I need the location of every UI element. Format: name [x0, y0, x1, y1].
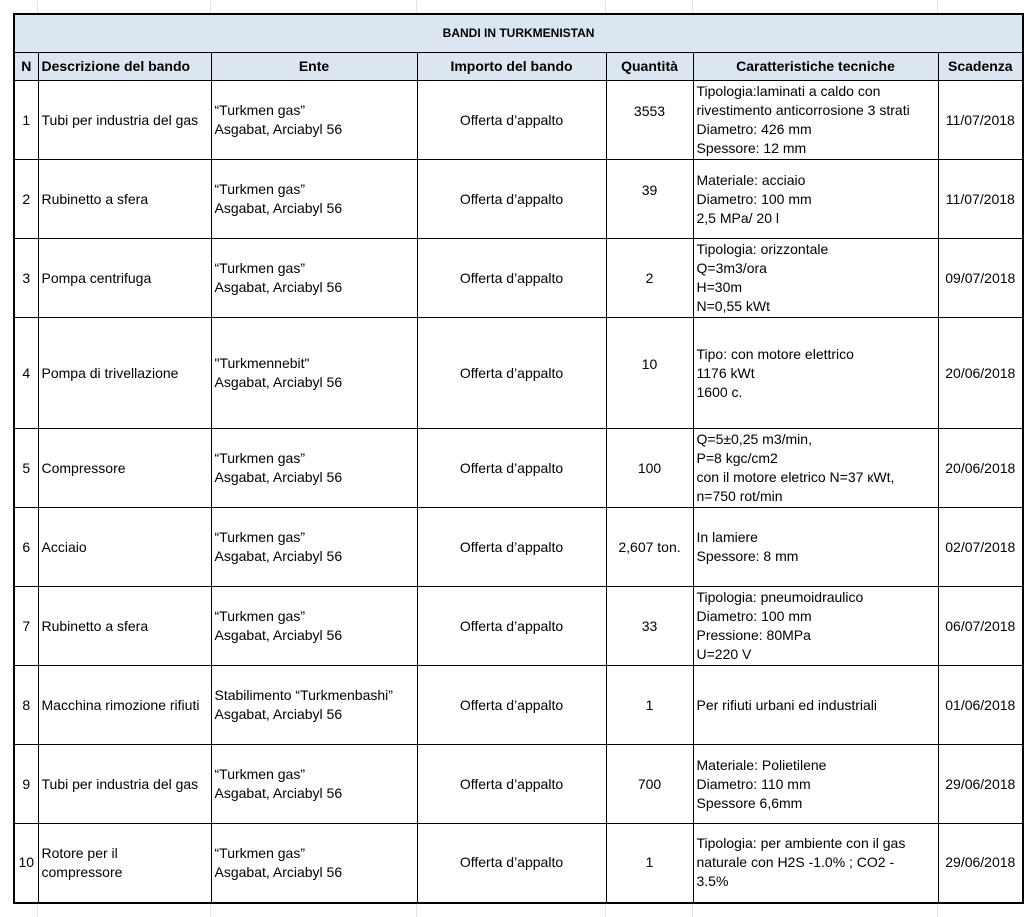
cell-quantita: 1	[606, 824, 693, 903]
cell-caratteristiche: Per rifiuti urbani ed industriali	[693, 666, 938, 745]
cell-scadenza: 09/07/2018	[938, 239, 1023, 318]
column-header-quantita: Quantità	[606, 53, 693, 81]
cell-ente: Stabilimento “Turkmenbashi” Asgabat, Arciabyl 56	[211, 666, 417, 745]
table-row	[14, 587, 1023, 666]
cell-caratteristiche: Tipologia: orizzontale Q=3m3/ora H=30m N=0,55 kWt	[693, 239, 938, 318]
cell-scadenza: 06/07/2018	[938, 587, 1023, 666]
table-row	[14, 318, 1023, 429]
cell-importo: Offerta d’appalto	[417, 160, 606, 239]
cell-scadenza: 11/07/2018	[938, 81, 1023, 160]
cell-ente: “Turkmen gas” Asgabat, Arciabyl 56	[211, 824, 417, 903]
bandi-table	[13, 13, 1024, 904]
cell-quantita: 2,607 ton.	[606, 508, 693, 587]
cell-descrizione: Acciaio	[38, 508, 211, 587]
cell-scadenza: 02/07/2018	[938, 508, 1023, 587]
cell-caratteristiche: Tipologia: pneumoidraulico Diametro: 100 mm Pressione: 80MPa U=220 V	[693, 587, 938, 666]
cell-ente: “Turkmen gas” Asgabat, Arciabyl 56	[211, 508, 417, 587]
column-header-scadenza: Scadenza	[938, 53, 1023, 81]
cell-importo: Offerta d’appalto	[417, 81, 606, 160]
table-row	[14, 508, 1023, 587]
cell-caratteristiche: Tipologia: per ambiente con il gas naturale con H2S -1.0% ; CO2 - 3.5%	[693, 824, 938, 903]
column-header-n: N	[14, 53, 38, 81]
cell-importo: Offerta d’appalto	[417, 824, 606, 903]
cell-descrizione: Rotore per il compressore	[38, 824, 211, 903]
cell-importo: Offerta d’appalto	[417, 318, 606, 429]
cell-descrizione: Pompa di trivellazione	[38, 318, 211, 429]
cell-quantita: 10	[606, 318, 693, 429]
cell-descrizione: Rubinetto a sfera	[38, 160, 211, 239]
cell-ente: “Turkmen gas” Asgabat, Arciabyl 56	[211, 239, 417, 318]
cell-scadenza: 01/06/2018	[938, 666, 1023, 745]
cell-n: 10	[14, 824, 38, 903]
cell-quantita: 3553	[606, 81, 693, 160]
cell-importo: Offerta d’appalto	[417, 666, 606, 745]
cell-descrizione: Tubi per industria del gas	[38, 745, 211, 824]
cell-importo: Offerta d’appalto	[417, 239, 606, 318]
table-row	[14, 81, 1023, 160]
cell-ente: “Turkmen gas” Asgabat, Arciabyl 56	[211, 81, 417, 160]
cell-n: 1	[14, 81, 38, 160]
cell-descrizione: Compressore	[38, 429, 211, 508]
cell-n: 9	[14, 745, 38, 824]
header-row	[14, 53, 1023, 81]
cell-importo: Offerta d’appalto	[417, 745, 606, 824]
cell-n: 4	[14, 318, 38, 429]
cell-quantita: 33	[606, 587, 693, 666]
cell-caratteristiche: Tipo: con motore elettrico 1176 kWt 1600 c.	[693, 318, 938, 429]
column-header-caratteristiche: Caratteristiche tecniche	[693, 53, 938, 81]
cell-scadenza: 29/06/2018	[938, 824, 1023, 903]
cell-n: 5	[14, 429, 38, 508]
column-header-ente: Ente	[211, 53, 417, 81]
table-row	[14, 745, 1023, 824]
table-row	[14, 239, 1023, 318]
cell-importo: Offerta d’appalto	[417, 429, 606, 508]
cell-scadenza: 29/06/2018	[938, 745, 1023, 824]
table-row	[14, 824, 1023, 903]
cell-ente: “Turkmen gas” Asgabat, Arciabyl 56	[211, 587, 417, 666]
cell-quantita: 100	[606, 429, 693, 508]
cell-descrizione: Tubi per industria del gas	[38, 81, 211, 160]
cell-n: 7	[14, 587, 38, 666]
cell-ente: “Turkmen gas” Asgabat, Arciabyl 56	[211, 429, 417, 508]
cell-caratteristiche: Tipologia:laminati a caldo con rivestimento anticorrosione 3 strati Diametro: 426 mm Spessore: 12 mm	[693, 81, 938, 160]
cell-descrizione: Pompa centrifuga	[38, 239, 211, 318]
column-header-descrizione: Descrizione del bando	[38, 53, 211, 81]
table-row	[14, 429, 1023, 508]
cell-ente: “Turkmen gas” Asgabat, Arciabyl 56	[211, 745, 417, 824]
cell-ente: "Turkmennebit" Asgabat, Arciabyl 56	[211, 318, 417, 429]
cell-quantita: 700	[606, 745, 693, 824]
cell-scadenza: 20/06/2018	[938, 429, 1023, 508]
cell-importo: Offerta d’appalto	[417, 587, 606, 666]
cell-caratteristiche: Materiale: acciaio Diametro: 100 mm 2,5 MPa/ 20 l	[693, 160, 938, 239]
table-row	[14, 160, 1023, 239]
cell-quantita: 1	[606, 666, 693, 745]
cell-scadenza: 20/06/2018	[938, 318, 1023, 429]
table-title: BANDI IN TURKMENISTAN	[14, 14, 1023, 53]
cell-n: 6	[14, 508, 38, 587]
cell-caratteristiche: In lamiere Spessore: 8 mm	[693, 508, 938, 587]
column-header-importo: Importo del bando	[417, 53, 606, 81]
cell-quantita: 39	[606, 160, 693, 239]
cell-descrizione: Rubinetto a sfera	[38, 587, 211, 666]
cell-importo: Offerta d’appalto	[417, 508, 606, 587]
cell-scadenza: 11/07/2018	[938, 160, 1023, 239]
cell-quantita: 2	[606, 239, 693, 318]
cell-caratteristiche: Materiale: Polietilene Diametro: 110 mm Spessore 6,6mm	[693, 745, 938, 824]
cell-n: 2	[14, 160, 38, 239]
cell-n: 3	[14, 239, 38, 318]
cell-n: 8	[14, 666, 38, 745]
cell-caratteristiche: Q=5±0,25 m3/min, P=8 kgc/cm2 con il motore eletrico N=37 кWt, n=750 rot/min	[693, 429, 938, 508]
table-row	[14, 666, 1023, 745]
cell-ente: “Turkmen gas” Asgabat, Arciabyl 56	[211, 160, 417, 239]
cell-descrizione: Macchina rimozione rifiuti	[38, 666, 211, 745]
